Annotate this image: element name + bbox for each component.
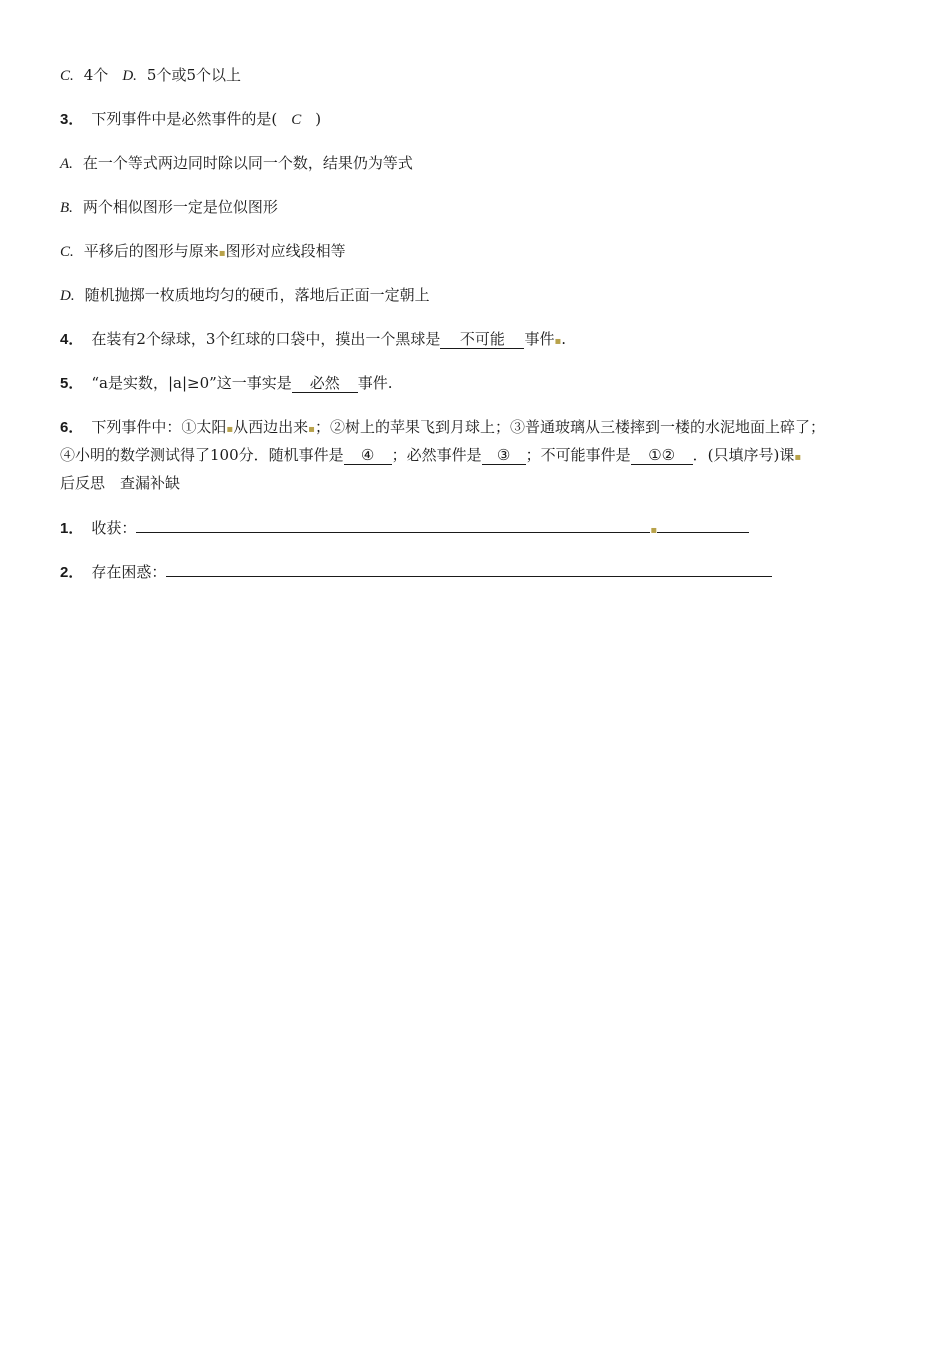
question-4-answer-blank: 不可能 [440,330,524,349]
option-c-text: 4个 [83,66,109,84]
option-text-part-b: 图形对应线段相等 [225,242,346,260]
reflection-1-label: 收获： [91,519,137,537]
reflection-2-label: 存在困惑： [91,563,167,581]
question-5-text: “a是实数，|a|≥0”这一事实是 [91,374,292,392]
question-3-number: 3． [60,111,84,128]
option-text: 在一个等式两边同时除以同一个数，结果仍为等式 [82,154,413,172]
question-6-text-f: ；不可能事件是 [525,446,631,464]
option-label: C. [60,244,74,260]
question-3-option-b [60,196,278,219]
reflection-item-1: 1． 收获： ▪ [60,516,749,542]
option-label: B. [60,200,73,216]
option-d-text: 5个或5个以上 [146,66,241,84]
question-4-text-after: 事件 [524,330,555,348]
section-heading [60,472,180,494]
question-3-answer: C [291,112,302,128]
question-5 [60,372,393,395]
question-3-option-c: C. 平移后的图形与原来▪图形对应线段相等 [60,242,346,260]
question-6-text-g: ．(只填序号)课 [692,446,795,464]
option-label: D. [60,288,75,304]
random-event-answer-blank: ④ [344,446,392,465]
question-6-text-b: 从西边出来 [233,418,309,436]
option-text: 随机抛掷一枚质地均匀的硬币，落地后正面一定朝上 [84,286,430,304]
question-3 [60,108,321,131]
impossible-event-answer-blank: ①② [631,446,693,465]
option-c-label: C. [60,68,74,84]
option-label: A. [60,156,73,172]
question-6-text-a: 下列事件中：①太阳 [91,418,227,436]
gains-fill-line[interactable] [136,516,650,533]
question-6-line-2: ④小明的数学测试得了100分．随机事件是 ④ ；必然事件是 ③ ；不可能事件是 ①② ．(只填序号)课▪ [60,446,802,464]
question-5-answer-blank: 必然 [292,374,358,393]
option-text: 两个相似图形一定是位似图形 [82,198,278,216]
question-4-end: . [561,330,567,348]
question-6-text-d: ④小明的数学测试得了100分．随机事件是 [60,446,344,464]
confusion-fill-line[interactable] [166,560,772,577]
reflection-item-2 [60,560,772,584]
reflection-1-number: 1． [60,520,84,537]
question-6-number: 6． [60,419,84,436]
certain-event-answer-blank: ③ [482,446,526,465]
question-4-text: 在装有2个绿球，3个红球的口袋中，摸出一个黑球是 [91,330,441,348]
question-4-number: 4． [60,331,84,348]
question-3-option-d [60,284,430,307]
question-6-text-e: ；必然事件是 [391,446,482,464]
question-5-number: 5． [60,375,84,392]
option-text-part-a: 平移后的图形与原来 [83,242,219,260]
question-6-line-1: 6． 下列事件中：①太阳▪从西边出来▪；②树上的苹果飞到月球上；③普通玻璃从三楼摔到一楼的水泥地面上碎了； [60,418,825,436]
option-d-label: D. [122,68,137,84]
reflection-2-number: 2． [60,564,84,581]
question-3-stem: 下列事件中是必然事件的是( [91,110,278,128]
question-4: 4． 在装有2个绿球，3个红球的口袋中，摸出一个黑球是 不可能 事件▪. [60,330,567,348]
question-5-text-after: 事件. [357,374,393,392]
question-3-close: ) [315,110,322,128]
gains-fill-line-end[interactable] [657,516,749,533]
q2-options-cd [60,64,241,87]
question-3-option-a [60,152,413,175]
question-6-text-c: ；②树上的苹果飞到月球上；③普通玻璃从三楼摔到一楼的水泥地面上碎了； [314,418,825,436]
section-title: 后反思 查漏补缺 [60,474,181,492]
